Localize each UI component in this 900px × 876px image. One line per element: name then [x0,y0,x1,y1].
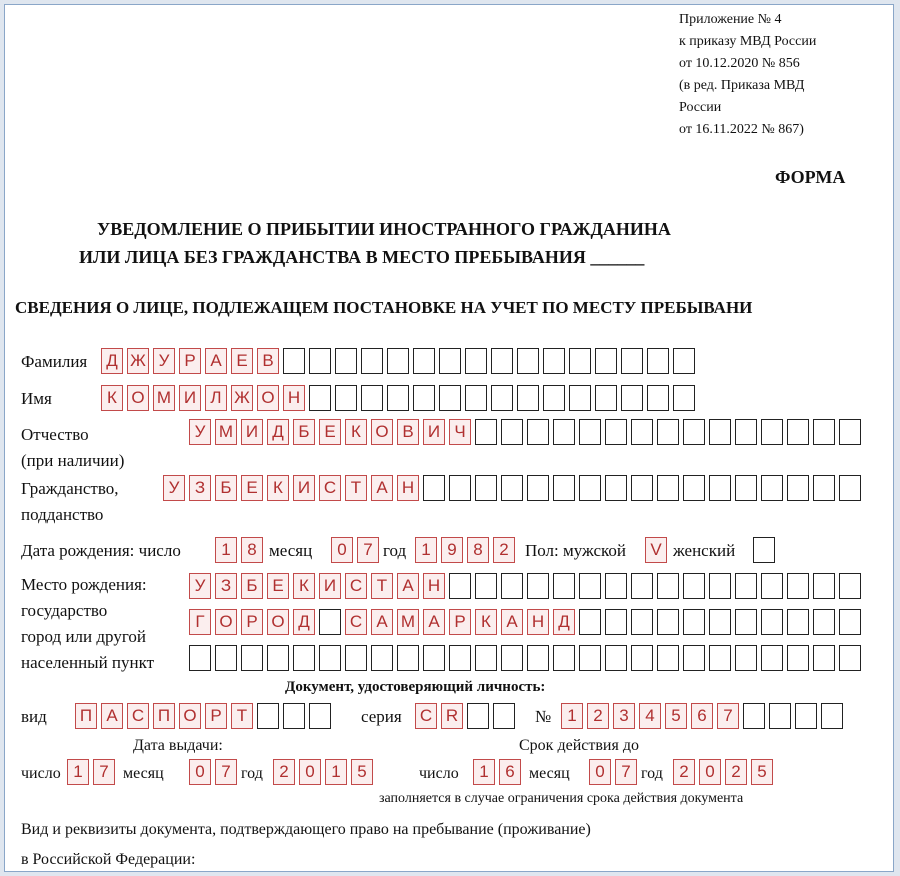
char-cell[interactable] [527,573,549,599]
char-cell[interactable] [761,645,783,671]
char-cell[interactable]: Т [231,703,253,729]
char-cell[interactable] [569,348,591,374]
char-cell[interactable] [605,475,627,501]
char-cell[interactable]: 8 [241,537,263,563]
char-cell[interactable] [813,573,835,599]
form-page [4,4,894,872]
citizenship-label: Гражданство, [21,479,119,498]
appendix-line-6: от 16.11.2022 № 867) [679,122,804,137]
char-cell[interactable] [569,385,591,411]
char-cell[interactable] [657,645,679,671]
char-cell[interactable]: А [101,703,123,729]
valid-day-label: число [419,765,459,782]
char-cell[interactable] [335,385,357,411]
char-cell[interactable] [423,645,445,671]
in-rf-label: в Российской Федерации: [21,851,196,868]
char-cell[interactable]: У [189,419,211,445]
char-cell[interactable] [491,348,513,374]
char-cell[interactable]: О [371,419,393,445]
char-cell[interactable] [743,703,765,729]
form-label: ФОРМА [775,167,846,187]
char-cell[interactable]: П [153,703,175,729]
char-cell[interactable]: И [423,419,445,445]
char-cell[interactable] [527,645,549,671]
char-cell[interactable]: Е [231,348,253,374]
char-cell[interactable] [345,645,367,671]
char-cell[interactable] [309,385,331,411]
char-cell[interactable]: П [75,703,97,729]
char-cell[interactable]: Ж [231,385,253,411]
char-cell[interactable] [657,419,679,445]
char-cell[interactable]: Р [179,348,201,374]
char-cell[interactable]: О [257,385,279,411]
char-cell[interactable]: С [345,573,367,599]
char-cell[interactable]: Р [241,609,263,635]
char-cell[interactable]: 1 [473,759,495,785]
char-cell[interactable] [501,475,523,501]
char-cell[interactable]: З [189,475,211,501]
issue-day-label: число [21,765,61,782]
char-cell[interactable] [439,385,461,411]
char-cell[interactable] [319,645,341,671]
char-cell[interactable] [839,419,861,445]
citizenship-field[interactable] [163,475,865,501]
char-cell[interactable] [449,645,471,671]
char-cell[interactable] [449,573,471,599]
char-cell[interactable] [527,419,549,445]
char-cell[interactable] [621,348,643,374]
char-cell[interactable] [467,703,489,729]
section-title: СВЕДЕНИЯ О ЛИЦЕ, ПОДЛЕЖАЩЕМ ПОСТАНОВКЕ НА УЧЕТ ПО МЕСТУ ПРЕБЫВАНИ [15,298,753,317]
char-cell[interactable]: О [179,703,201,729]
city-label: город или другой [21,627,146,646]
valid-day-field[interactable] [473,759,525,785]
char-cell[interactable] [493,703,515,729]
char-cell[interactable]: У [163,475,185,501]
series-label: серия [361,707,402,726]
char-cell[interactable] [267,645,289,671]
char-cell[interactable] [787,573,809,599]
char-cell[interactable] [475,419,497,445]
char-cell[interactable]: 7 [215,759,237,785]
char-cell[interactable] [657,573,679,599]
char-cell[interactable] [553,419,575,445]
char-cell[interactable]: 7 [717,703,739,729]
char-cell[interactable]: Б [241,573,263,599]
char-cell[interactable]: 6 [499,759,521,785]
name-field[interactable] [101,385,699,411]
char-cell[interactable]: 7 [615,759,637,785]
char-cell[interactable] [371,645,393,671]
char-cell[interactable] [595,385,617,411]
char-cell[interactable] [501,573,523,599]
patronymic-field[interactable] [189,419,865,445]
title-line-2: ИЛИ ЛИЦА БЕЗ ГРАЖДАНСТВА В МЕСТО ПРЕБЫВАНИЯ ______ [79,247,645,267]
char-cell[interactable]: Б [215,475,237,501]
right-doc-label: Вид и реквизиты документа, подтверждающего право на пребывание (проживание) [21,821,591,838]
issue-month-field[interactable] [189,759,241,785]
char-cell[interactable] [413,385,435,411]
char-cell[interactable]: А [371,475,393,501]
char-cell[interactable]: А [371,609,393,635]
char-cell[interactable]: С [319,475,341,501]
char-cell[interactable] [501,645,523,671]
valid-year-field[interactable] [673,759,777,785]
char-cell[interactable]: Т [371,573,393,599]
char-cell[interactable]: В [257,348,279,374]
doc-heading: Документ, удостоверяющий личность: [285,679,546,695]
char-cell[interactable] [605,573,627,599]
char-cell[interactable]: А [205,348,227,374]
char-cell[interactable]: В [397,419,419,445]
char-cell[interactable]: К [267,475,289,501]
char-cell[interactable]: И [179,385,201,411]
char-cell[interactable] [491,385,513,411]
char-cell[interactable] [257,703,279,729]
char-cell[interactable] [821,703,843,729]
char-cell[interactable]: И [319,573,341,599]
char-cell[interactable] [361,385,383,411]
char-cell[interactable] [761,573,783,599]
char-cell[interactable] [189,645,211,671]
char-cell[interactable] [761,609,783,635]
char-cell[interactable]: 2 [725,759,747,785]
char-cell[interactable] [839,573,861,599]
doc-type-field[interactable] [75,703,335,729]
char-cell[interactable]: Ч [449,419,471,445]
char-cell[interactable] [631,475,653,501]
char-cell[interactable] [647,385,669,411]
doc-series-field[interactable] [415,703,519,729]
char-cell[interactable] [709,419,731,445]
char-cell[interactable] [475,645,497,671]
char-cell[interactable] [579,609,601,635]
char-cell[interactable] [475,475,497,501]
appendix-line-1: Приложение № 4 [679,12,782,27]
char-cell[interactable] [813,419,835,445]
char-cell[interactable] [335,348,357,374]
char-cell[interactable] [709,645,731,671]
char-cell[interactable] [709,475,731,501]
appendix-line-2: к приказу МВД России [679,34,817,49]
char-cell[interactable]: 1 [67,759,89,785]
char-cell[interactable] [283,348,305,374]
char-cell[interactable] [839,609,861,635]
char-cell[interactable]: И [293,475,315,501]
char-cell[interactable] [631,419,653,445]
char-cell[interactable]: 0 [189,759,211,785]
char-cell[interactable]: 2 [673,759,695,785]
char-cell[interactable]: О [215,609,237,635]
char-cell[interactable] [647,348,669,374]
char-cell[interactable] [787,475,809,501]
char-cell[interactable] [543,348,565,374]
char-cell[interactable] [595,348,617,374]
validity-label: Срок действия до [519,737,639,754]
char-cell[interactable] [241,645,263,671]
char-cell[interactable]: 7 [93,759,115,785]
char-cell[interactable]: З [215,573,237,599]
appendix-line-3: от 10.12.2020 № 856 [679,56,800,71]
char-cell[interactable]: 1 [561,703,583,729]
char-cell[interactable]: Н [283,385,305,411]
char-cell[interactable]: 9 [441,537,463,563]
char-cell[interactable] [449,475,471,501]
doc-type-label: вид [21,707,47,726]
char-cell[interactable]: Б [293,419,315,445]
char-cell[interactable]: Д [293,609,315,635]
valid-year-label: год [641,765,663,782]
char-cell[interactable]: М [215,419,237,445]
issue-month-label: месяц [123,765,164,782]
char-cell[interactable] [709,573,731,599]
char-cell[interactable] [387,348,409,374]
birth-settlement-field[interactable] [189,645,865,671]
char-cell[interactable] [553,645,575,671]
char-cell[interactable] [787,419,809,445]
char-cell[interactable] [553,475,575,501]
female-checkbox[interactable] [753,537,779,563]
char-cell[interactable]: К [345,419,367,445]
char-cell[interactable]: О [127,385,149,411]
char-cell[interactable] [839,475,861,501]
char-cell[interactable] [735,645,757,671]
char-cell[interactable]: 0 [699,759,721,785]
sex-label: Пол: мужской [525,541,627,560]
birthplace-label: Место рождения: [21,575,147,594]
issue-day-field[interactable] [67,759,119,785]
char-cell[interactable] [579,419,601,445]
char-cell[interactable]: 0 [589,759,611,785]
char-cell[interactable] [673,385,695,411]
char-cell[interactable]: Т [345,475,367,501]
char-cell[interactable]: 0 [299,759,321,785]
char-cell[interactable]: 6 [691,703,713,729]
char-cell[interactable] [579,645,601,671]
char-cell[interactable] [283,703,305,729]
char-cell[interactable] [319,609,341,635]
char-cell[interactable] [813,609,835,635]
patronymic-note: (при наличии) [21,451,125,470]
char-cell[interactable] [605,609,627,635]
char-cell[interactable]: О [267,609,289,635]
char-cell[interactable] [673,348,695,374]
char-cell[interactable]: 0 [331,537,353,563]
birth-day-field[interactable] [215,537,267,563]
char-cell[interactable] [517,348,539,374]
char-cell[interactable]: 5 [351,759,373,785]
char-cell[interactable] [631,645,653,671]
birth-month-label: месяц [269,541,313,560]
char-cell[interactable]: 3 [613,703,635,729]
birth-year-label: год [383,541,407,560]
birth-state-field[interactable] [189,573,865,599]
char-cell[interactable]: Л [205,385,227,411]
char-cell[interactable] [293,645,315,671]
female-label: женский [673,541,736,560]
char-cell[interactable] [387,385,409,411]
char-cell[interactable] [683,573,705,599]
char-cell[interactable]: Е [241,475,263,501]
char-cell[interactable] [657,475,679,501]
char-cell[interactable]: Д [553,609,575,635]
char-cell[interactable] [621,385,643,411]
char-cell[interactable]: С [127,703,149,729]
char-cell[interactable]: К [293,573,315,599]
char-cell[interactable] [553,573,575,599]
char-cell[interactable] [683,419,705,445]
birth-year-field[interactable] [415,537,519,563]
char-cell[interactable] [787,645,809,671]
char-cell[interactable]: Е [319,419,341,445]
settlement-label: населенный пункт [21,653,155,672]
char-cell[interactable] [813,645,835,671]
citizenship-label-2: подданство [21,505,104,524]
char-cell[interactable] [761,475,783,501]
surname-field[interactable] [101,348,699,374]
birth-month-field[interactable] [331,537,383,563]
char-cell[interactable] [683,475,705,501]
char-cell[interactable] [605,419,627,445]
valid-month-field[interactable] [589,759,641,785]
birth-date-label: Дата рождения: число [21,541,181,560]
char-cell[interactable]: К [101,385,123,411]
char-cell[interactable]: Д [267,419,289,445]
char-cell[interactable] [475,573,497,599]
char-cell[interactable]: А [501,609,523,635]
patronymic-label: Отчество [21,425,89,444]
male-checkbox[interactable] [645,537,671,563]
char-cell[interactable] [631,573,653,599]
char-cell[interactable] [735,475,757,501]
char-cell[interactable] [309,703,331,729]
issue-year-label: год [241,765,263,782]
char-cell[interactable] [465,348,487,374]
char-cell[interactable] [735,419,757,445]
char-cell[interactable]: А [397,573,419,599]
char-cell[interactable]: 8 [467,537,489,563]
valid-month-label: месяц [529,765,570,782]
char-cell[interactable] [501,419,523,445]
char-cell[interactable]: 7 [357,537,379,563]
char-cell[interactable]: C [415,703,437,729]
appendix-line-5: России [679,100,722,115]
char-cell[interactable] [517,385,539,411]
char-cell[interactable] [787,609,809,635]
char-cell[interactable]: Р [205,703,227,729]
char-cell[interactable] [631,609,653,635]
char-cell[interactable]: А [423,609,445,635]
char-cell[interactable] [735,609,757,635]
char-cell[interactable] [683,609,705,635]
doc-number-field[interactable] [561,703,847,729]
char-cell[interactable]: У [153,348,175,374]
char-cell[interactable] [527,475,549,501]
char-cell[interactable]: И [241,419,263,445]
char-cell[interactable]: 5 [665,703,687,729]
char-cell[interactable] [579,573,601,599]
char-cell[interactable]: Е [267,573,289,599]
char-cell[interactable] [839,645,861,671]
char-cell[interactable] [579,475,601,501]
issue-year-field[interactable] [273,759,377,785]
char-cell[interactable] [753,537,775,563]
issue-date-label: Дата выдачи: [133,737,223,754]
state-label: государство [21,601,108,620]
char-cell[interactable] [605,645,627,671]
char-cell[interactable]: 1 [215,537,237,563]
name-label: Имя [21,389,52,408]
char-cell[interactable]: Д [101,348,123,374]
char-cell[interactable]: Р [449,609,471,635]
char-cell[interactable]: У [189,573,211,599]
char-cell[interactable] [709,609,731,635]
char-cell[interactable] [413,348,435,374]
char-cell[interactable] [657,609,679,635]
char-cell[interactable] [215,645,237,671]
char-cell[interactable] [543,385,565,411]
birth-city-field[interactable] [189,609,865,635]
char-cell[interactable]: R [441,703,463,729]
char-cell[interactable]: Н [527,609,549,635]
char-cell[interactable]: М [397,609,419,635]
char-cell[interactable]: Г [189,609,211,635]
char-cell[interactable]: Н [423,573,445,599]
char-cell[interactable]: С [345,609,367,635]
char-cell[interactable]: 4 [639,703,661,729]
char-cell[interactable] [439,348,461,374]
surname-label: Фамилия [21,352,88,371]
char-cell[interactable] [397,645,419,671]
char-cell[interactable] [795,703,817,729]
validity-note: заполняется в случае ограничения срока действия документа [379,791,744,806]
char-cell[interactable]: 2 [493,537,515,563]
char-cell[interactable]: Н [397,475,419,501]
char-cell[interactable] [423,475,445,501]
char-cell[interactable]: М [153,385,175,411]
char-cell[interactable]: К [475,609,497,635]
char-cell[interactable]: Ж [127,348,149,374]
title-line-1: УВЕДОМЛЕНИЕ О ПРИБЫТИИ ИНОСТРАННОГО ГРАЖДАНИНА [97,219,671,239]
char-cell[interactable]: V [645,537,667,563]
char-cell[interactable] [309,348,331,374]
char-cell[interactable]: 1 [325,759,347,785]
char-cell[interactable] [761,419,783,445]
char-cell[interactable]: 5 [751,759,773,785]
char-cell[interactable]: 2 [587,703,609,729]
char-cell[interactable] [465,385,487,411]
char-cell[interactable] [361,348,383,374]
char-cell[interactable]: 2 [273,759,295,785]
char-cell[interactable] [813,475,835,501]
number-label: № [535,707,552,726]
char-cell[interactable] [735,573,757,599]
char-cell[interactable] [769,703,791,729]
char-cell[interactable]: 1 [415,537,437,563]
appendix-line-4: (в ред. Приказа МВД [679,78,805,93]
char-cell[interactable] [683,645,705,671]
